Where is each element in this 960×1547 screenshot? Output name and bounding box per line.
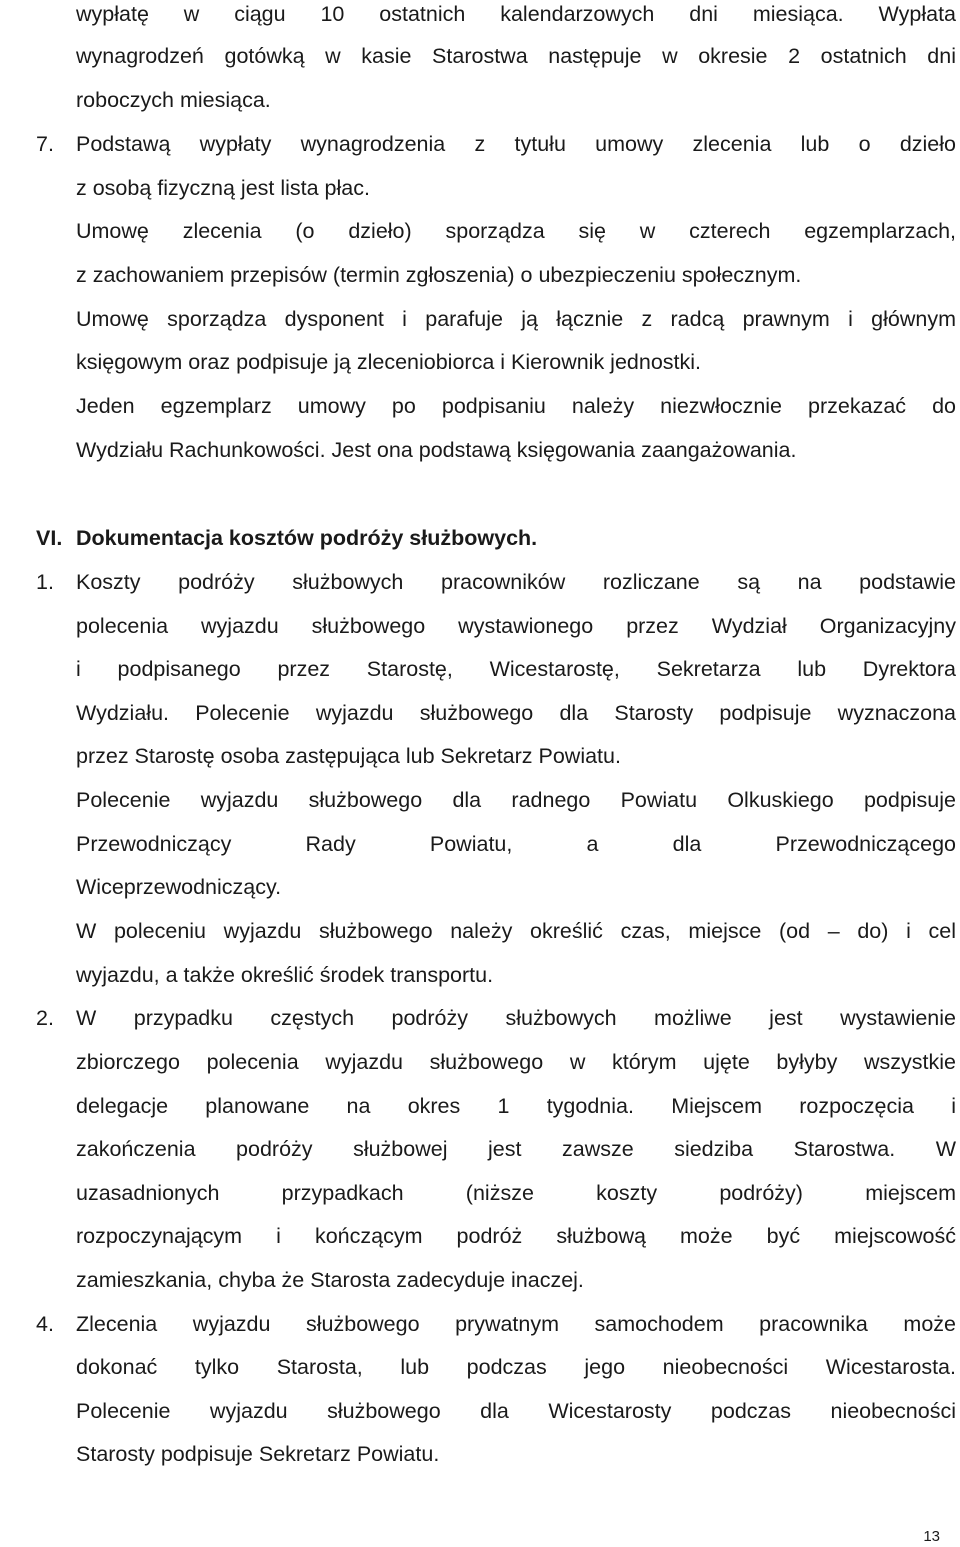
text-line: zakończenia podróży służbowej jest zawsze siedziba Starostwa. W bbox=[76, 1137, 956, 1161]
text-line: Wydziału Rachunkowości. Jest ona podstawą księgowania zaangażowania. bbox=[76, 438, 797, 462]
item-number: 7. bbox=[36, 132, 54, 156]
text-line: Umowę zlecenia (o dzieło) sporządza się w czterech egzemplarzach, bbox=[76, 219, 956, 243]
text-line: zbiorczego polecenia wyjazdu służbowego w którym ujęte byłyby wszystkie bbox=[76, 1050, 956, 1074]
text-line: Starosty podpisuje Sekretarz Powiatu. bbox=[76, 1442, 440, 1466]
text-line: wynagrodzeń gotówką w kasie Starostwa następuje w okresie 2 ostatnich dni bbox=[76, 44, 956, 68]
text-line: roboczych miesiąca. bbox=[76, 88, 271, 112]
text-line: Polecenie wyjazdu służbowego dla Wicestarosty podczas nieobecności bbox=[76, 1399, 956, 1423]
text-line: Przewodniczący Rady Powiatu, a dla Przewodniczącego bbox=[76, 832, 956, 856]
text-line: Koszty podróży służbowych pracowników rozliczane są na podstawie bbox=[76, 570, 956, 594]
text-line: z osobą fizyczną jest lista płac. bbox=[76, 176, 370, 200]
text-line: wypłatę w ciągu 10 ostatnich kalendarzowych dni miesiąca. Wypłata bbox=[76, 2, 956, 26]
text-line: polecenia wyjazdu służbowego wystawionego przez Wydział Organizacyjny bbox=[76, 614, 956, 638]
item-number: 4. bbox=[36, 1312, 54, 1336]
text-line: delegacje planowane na okres 1 tygodnia. Miejscem rozpoczęcia i bbox=[76, 1094, 956, 1118]
item-number: 1. bbox=[36, 570, 54, 594]
text-line: W poleceniu wyjazdu służbowego należy określić czas, miejsce (od – do) i cel bbox=[76, 919, 956, 943]
text-line: przez Starostę osoba zastępująca lub Sekretarz Powiatu. bbox=[76, 744, 621, 768]
text-line: zamieszkania, chyba że Starosta zadecyduje inaczej. bbox=[76, 1268, 584, 1292]
page-number: 13 bbox=[923, 1528, 940, 1545]
text-line: uzasadnionych przypadkach (niższe koszty podróży) miejscem bbox=[76, 1181, 956, 1205]
section-heading bbox=[36, 524, 537, 552]
text-line: Wydziału. Polecenie wyjazdu służbowego dla Starosty podpisuje wyznaczona bbox=[76, 701, 956, 725]
text-line: wyjazdu, a także określić środek transportu. bbox=[76, 963, 494, 987]
text-line: rozpoczynającym i kończącym podróż służbową może być miejscowość bbox=[76, 1224, 956, 1248]
text-line: Jeden egzemplarz umowy po podpisaniu należy niezwłocznie przekazać do bbox=[76, 394, 956, 418]
text-line: z zachowaniem przepisów (termin zgłoszenia) o ubezpieczeniu społecznym. bbox=[76, 263, 802, 287]
item-number: 2. bbox=[36, 1006, 54, 1030]
text-line: księgowym oraz podpisuje ją zleceniobiorca i Kierownik jednostki. bbox=[76, 350, 702, 374]
text-line: W przypadku częstych podróży służbowych możliwe jest wystawienie bbox=[76, 1006, 956, 1030]
section-roman-numeral: VI. bbox=[36, 526, 63, 550]
text-line: Polecenie wyjazdu służbowego dla radnego Powiatu Olkuskiego podpisuje bbox=[76, 788, 956, 812]
section-title: Dokumentacja kosztów podróży służbowych. bbox=[76, 526, 538, 550]
text-line: dokonać tylko Starosta, lub podczas jego nieobecności Wicestarosta. bbox=[76, 1355, 956, 1379]
text-line: Umowę sporządza dysponent i parafuje ją łącznie z radcą prawnym i głównym bbox=[76, 307, 956, 331]
text-line: i podpisanego przez Starostę, Wicestarostę, Sekretarza lub Dyrektora bbox=[76, 657, 956, 681]
text-line: Zlecenia wyjazdu służbowego prywatnym samochodem pracownika może bbox=[76, 1312, 956, 1336]
text-line: Wiceprzewodniczący. bbox=[76, 875, 282, 899]
text-line: Podstawą wypłaty wynagrodzenia z tytułu umowy zlecenia lub o dzieło bbox=[76, 132, 956, 156]
